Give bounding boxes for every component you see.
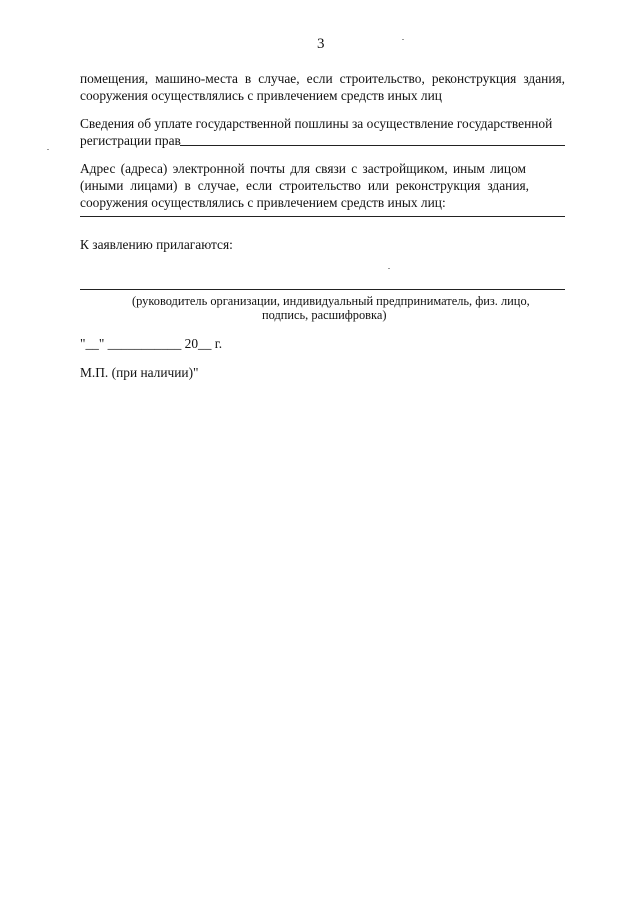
page-number: 3 xyxy=(317,36,325,52)
scan-speck xyxy=(402,39,404,40)
stamp-note: М.П. (при наличии)" xyxy=(80,365,199,380)
email-blank-line xyxy=(80,216,565,217)
scan-speck xyxy=(388,268,390,269)
fee-blank-line xyxy=(180,145,565,146)
signature-line xyxy=(80,289,565,290)
signature-caption-line1: (руководитель организации, индивидуальный предприниматель, физ. лицо, xyxy=(132,294,530,308)
paragraph-premises-line1: помещения, машино-места в случае, если строительство, реконструкция здания, xyxy=(80,71,565,86)
attachments-label: К заявлению прилагаются: xyxy=(80,237,233,252)
date-line: "__" ___________ 20__ г. xyxy=(80,336,223,351)
paragraph-email-line2: (иными лицами) в случае, если строительство или реконструкция здания, xyxy=(80,178,529,193)
scan-speck xyxy=(47,149,49,150)
signature-caption-line2: подпись, расшифровка) xyxy=(262,308,387,322)
paragraph-premises-line2: сооружения осуществлялись с привлечением средств иных лиц xyxy=(80,88,442,103)
paragraph-fee-line1: Сведения об уплате государственной пошлины за осуществление государственной xyxy=(80,116,553,131)
paragraph-email-line1: Адрес (адреса) электронной почты для связи с застройщиком, иным лицом xyxy=(80,161,526,176)
paragraph-fee-line2: регистрации прав xyxy=(80,133,181,148)
paragraph-email-line3: сооружения осуществлялись с привлечением средств иных лиц: xyxy=(80,195,446,210)
